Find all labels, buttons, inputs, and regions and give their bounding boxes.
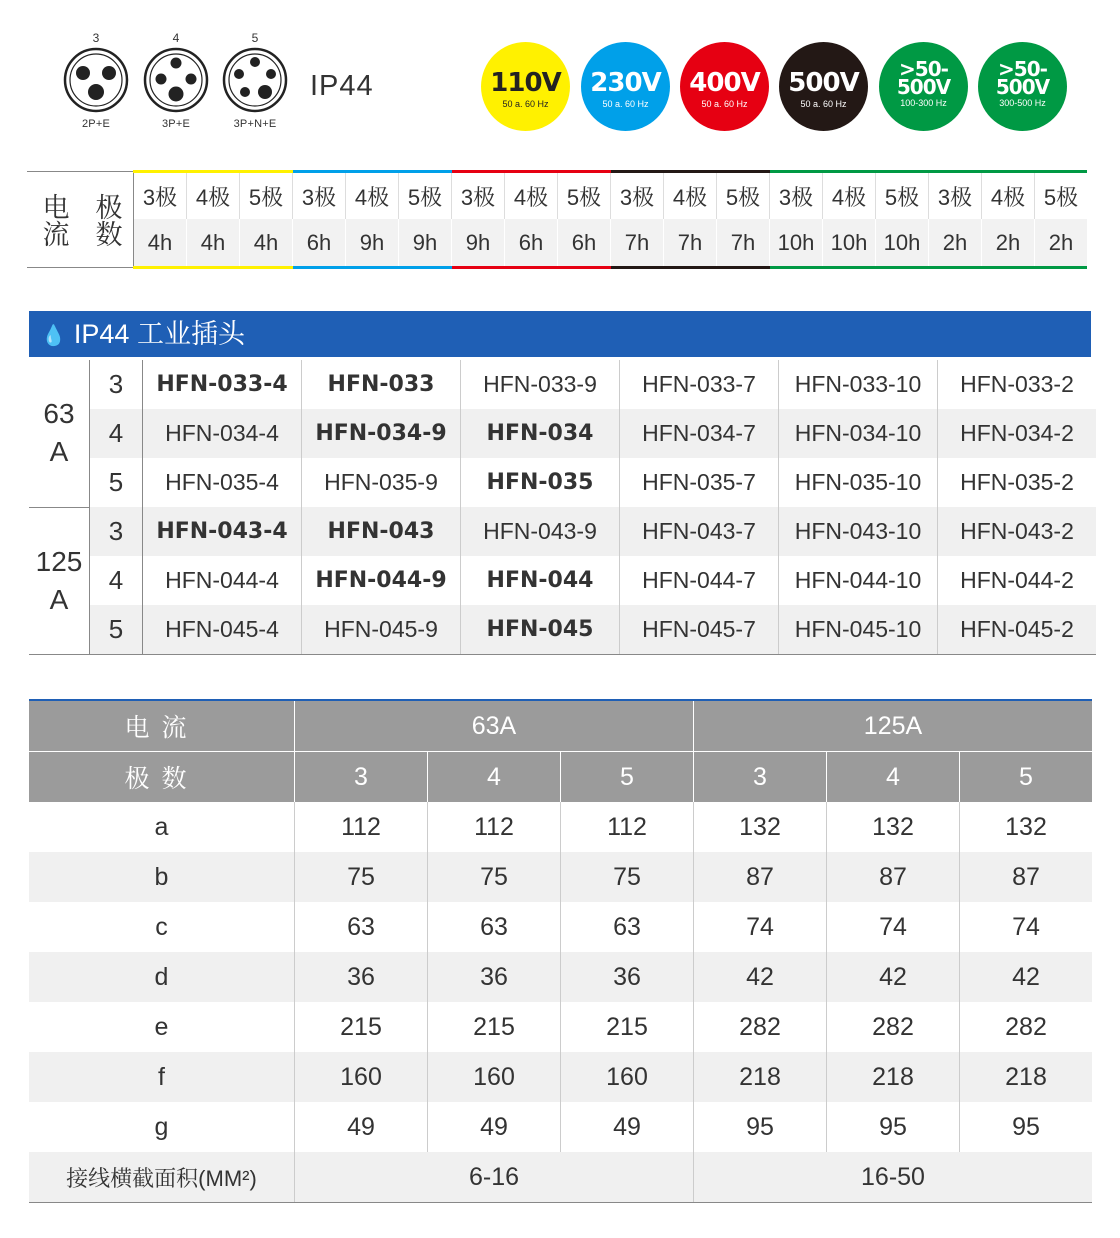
model-cell: HFN-044-7 xyxy=(620,556,779,605)
table-row xyxy=(29,1152,1092,1203)
model-cell: HFN-045-10 xyxy=(779,605,938,655)
pole-header: 5 xyxy=(960,752,1093,803)
table-row xyxy=(29,360,1096,409)
dimension-label: c xyxy=(155,912,168,941)
hours-cell: 7h xyxy=(664,219,717,268)
pin-count: 4 xyxy=(172,31,180,45)
dimension-value: 36 xyxy=(295,952,428,1002)
current-header: 电流 xyxy=(27,172,80,268)
hours-cell: 10h xyxy=(876,219,929,268)
dimension-value: 36 xyxy=(428,952,561,1002)
wire-cross-section-value: 16-50 xyxy=(694,1152,1093,1203)
socket-4-pin-icon xyxy=(142,46,210,114)
dimension-value: 87 xyxy=(960,852,1093,902)
model-cell: HFN-035 xyxy=(461,458,620,507)
pole-count: 4 xyxy=(90,409,143,458)
dimension-value: 63 xyxy=(295,902,428,952)
model-cell: HFN-035-2 xyxy=(938,458,1097,507)
socket-5-pin-icon xyxy=(221,46,289,114)
pole-count: 5 xyxy=(90,458,143,507)
dimension-value: 218 xyxy=(694,1052,827,1102)
pin-diagram-5 xyxy=(220,30,290,130)
dimension-value: 95 xyxy=(694,1102,827,1152)
poles-hours-table xyxy=(27,170,1087,269)
pin-diagram-4 xyxy=(141,30,211,130)
model-cell: HFN-043-4 xyxy=(143,507,302,556)
frequency-value: 50 a. 60 Hz xyxy=(701,99,748,109)
voltage-badge-230v xyxy=(581,42,670,131)
dimension-value: 132 xyxy=(827,802,960,852)
dimension-value: 282 xyxy=(960,1002,1093,1052)
model-cell: HFN-033-2 xyxy=(938,360,1097,409)
hours-cell: 7h xyxy=(611,219,664,268)
dimension-value: 215 xyxy=(295,1002,428,1052)
dimension-value: 75 xyxy=(561,852,694,902)
pole-cell: 3极 xyxy=(134,172,187,220)
pin-diagram-3 xyxy=(61,30,131,130)
pole-header: 4 xyxy=(827,752,960,803)
pole-cell: 5极 xyxy=(399,172,452,220)
current-rating: 125 A xyxy=(29,507,90,655)
ip-rating-label: IP44 xyxy=(310,70,374,102)
frequency-value: 50 a. 60 Hz xyxy=(800,99,847,109)
model-cell: HFN-045-2 xyxy=(938,605,1097,655)
table-row xyxy=(29,902,1092,952)
pole-cell: 3极 xyxy=(770,172,823,220)
table-row xyxy=(29,1052,1092,1102)
model-cell: HFN-033 xyxy=(302,360,461,409)
pin-caption: 3P+N+E xyxy=(233,118,277,130)
dimension-value: 132 xyxy=(694,802,827,852)
model-cell: HFN-035-4 xyxy=(143,458,302,507)
dimension-value: 42 xyxy=(960,952,1093,1002)
pole-cell: 5极 xyxy=(240,172,293,220)
dimension-value: 87 xyxy=(694,852,827,902)
current-header: 电流 xyxy=(29,700,295,752)
plug-model-table xyxy=(29,360,1096,655)
dimension-value: 160 xyxy=(561,1052,694,1102)
table-row xyxy=(29,952,1092,1002)
dimension-value: 160 xyxy=(428,1052,561,1102)
current-rating: 63 A xyxy=(29,360,90,507)
frequency-value: 50 a. 60 Hz xyxy=(502,99,549,109)
dimension-value: 282 xyxy=(694,1002,827,1052)
pole-count: 3 xyxy=(90,507,143,556)
model-cell: HFN-033-10 xyxy=(779,360,938,409)
dimension-value: 95 xyxy=(827,1102,960,1152)
voltage-badge-50-500v-high-freq xyxy=(978,42,1067,131)
dimension-value: 49 xyxy=(428,1102,561,1152)
hours-cell: 9h xyxy=(346,219,399,268)
model-cell: HFN-044 xyxy=(461,556,620,605)
dimension-value: 63 xyxy=(561,902,694,952)
dimension-value: 112 xyxy=(295,802,428,852)
pole-cell: 3极 xyxy=(452,172,505,220)
model-cell: HFN-034-10 xyxy=(779,409,938,458)
pole-cell: 4极 xyxy=(823,172,876,220)
dimension-value: 49 xyxy=(561,1102,694,1152)
pole-cell: 5极 xyxy=(876,172,929,220)
pin-count: 3 xyxy=(92,31,100,45)
model-cell: HFN-045-9 xyxy=(302,605,461,655)
current-63a-header: 63A xyxy=(295,700,694,752)
model-cell: HFN-045-4 xyxy=(143,605,302,655)
pole-cell: 5极 xyxy=(1035,172,1088,220)
dimension-label: b xyxy=(29,852,295,902)
dimension-value: 75 xyxy=(428,852,561,902)
voltage-badge-500v xyxy=(779,42,868,131)
dimension-value: 160 xyxy=(295,1052,428,1102)
current-125a-header: 125A xyxy=(694,700,1093,752)
pole-cell: 5极 xyxy=(717,172,770,220)
dimension-value: 218 xyxy=(827,1052,960,1102)
pole-header: 4 xyxy=(428,752,561,803)
pole-header: 3 xyxy=(295,752,428,803)
pole-cell: 3极 xyxy=(293,172,346,220)
model-cell: HFN-033-4 xyxy=(143,360,302,409)
voltage-value-line1: >50- xyxy=(998,57,1047,81)
voltage-value-line2: 500V xyxy=(995,75,1050,99)
pole-header: 5 xyxy=(561,752,694,803)
pole-count: 4 xyxy=(90,556,143,605)
model-cell: HFN-044-4 xyxy=(143,556,302,605)
pole-cell: 5极 xyxy=(558,172,611,220)
dimension-value: 132 xyxy=(960,802,1093,852)
model-cell: HFN-043-10 xyxy=(779,507,938,556)
hours-cell: 6h xyxy=(558,219,611,268)
voltage-value: 230V xyxy=(590,68,661,98)
pole-cell: 4极 xyxy=(664,172,717,220)
voltage-value-line1: >50- xyxy=(899,57,948,81)
pole-cell: 4极 xyxy=(505,172,558,220)
voltage-badge-110v xyxy=(481,42,570,131)
model-cell: HFN-044-2 xyxy=(938,556,1097,605)
voltage-value-line2: 500V xyxy=(896,75,951,99)
dimension-value: 42 xyxy=(827,952,960,1002)
model-cell: HFN-045 xyxy=(461,605,620,655)
pin-caption: 3P+E xyxy=(161,118,190,130)
dimension-label: g xyxy=(154,1112,169,1141)
hours-cell: 2h xyxy=(929,219,982,268)
dimension-value: 218 xyxy=(960,1052,1093,1102)
dimension-value: 42 xyxy=(694,952,827,1002)
dimension-label: e xyxy=(154,1012,169,1041)
hours-cell: 10h xyxy=(823,219,876,268)
model-cell: HFN-034 xyxy=(461,409,620,458)
dimension-value: 112 xyxy=(428,802,561,852)
hours-cell: 2h xyxy=(982,219,1035,268)
dimension-label: a xyxy=(154,812,169,841)
table-row xyxy=(29,1002,1092,1052)
dimension-value: 63 xyxy=(428,902,561,952)
dimension-value: 95 xyxy=(960,1102,1093,1152)
model-cell: HFN-035-10 xyxy=(779,458,938,507)
voltage-value: 400V xyxy=(689,68,760,98)
voltage-value: 500V xyxy=(788,68,859,98)
pole-count: 3 xyxy=(90,360,143,409)
poles-header: 极数 xyxy=(80,172,134,268)
model-cell: HFN-044-9 xyxy=(302,556,461,605)
hours-cell: 4h xyxy=(240,219,293,268)
model-cell: HFN-034-9 xyxy=(302,409,461,458)
dimension-value: 49 xyxy=(295,1102,428,1152)
table-row xyxy=(29,458,1096,507)
dimension-value: 74 xyxy=(827,902,960,952)
pin-caption: 2P+E xyxy=(81,118,110,130)
hours-cell: 10h xyxy=(770,219,823,268)
dimension-value: 36 xyxy=(561,952,694,1002)
frequency-value: 50 a. 60 Hz xyxy=(602,99,649,109)
voltage-badge-50-500v-low-freq xyxy=(879,42,968,131)
pole-cell: 4极 xyxy=(982,172,1035,220)
plug-table-header xyxy=(29,311,1091,357)
model-cell: HFN-033-9 xyxy=(461,360,620,409)
wire-cross-section-value: 6-16 xyxy=(295,1152,694,1203)
frequency-value: 300-500 Hz xyxy=(999,98,1046,108)
water-drop-icon: 💧 xyxy=(41,325,66,347)
pin-count: 5 xyxy=(251,31,259,45)
model-cell: HFN-035-7 xyxy=(620,458,779,507)
hours-cell: 4h xyxy=(187,219,240,268)
table-row xyxy=(29,556,1096,605)
dimension-value: 74 xyxy=(694,902,827,952)
poles-header: 极数 xyxy=(29,752,295,803)
table-header-row xyxy=(29,700,1092,752)
pole-cell: 3极 xyxy=(611,172,664,220)
dimension-label: d xyxy=(29,952,295,1002)
hours-cell: 4h xyxy=(134,219,187,268)
wire-cross-section-label: 接线横截面积(MM²) xyxy=(29,1152,295,1203)
hours-cell: 9h xyxy=(452,219,505,268)
model-cell: HFN-044-10 xyxy=(779,556,938,605)
dimension-value: 215 xyxy=(561,1002,694,1052)
hours-cell: 6h xyxy=(505,219,558,268)
table-row xyxy=(29,1102,1092,1152)
model-cell: HFN-043-7 xyxy=(620,507,779,556)
model-cell: HFN-035-9 xyxy=(302,458,461,507)
hours-cell: 9h xyxy=(399,219,452,268)
dimension-value: 215 xyxy=(428,1002,561,1052)
hours-cell: 6h xyxy=(293,219,346,268)
table-row xyxy=(29,852,1092,902)
dimension-value: 87 xyxy=(827,852,960,902)
model-cell: HFN-034-4 xyxy=(143,409,302,458)
dimension-value: 282 xyxy=(827,1002,960,1052)
socket-3-pin-icon xyxy=(62,46,130,114)
table-row xyxy=(29,605,1096,655)
pole-cell: 4极 xyxy=(187,172,240,220)
hours-cell: 2h xyxy=(1035,219,1088,268)
model-cell: HFN-034-7 xyxy=(620,409,779,458)
dimension-value: 75 xyxy=(295,852,428,902)
dimension-value: 74 xyxy=(960,902,1093,952)
pole-count: 5 xyxy=(90,605,143,655)
dimension-value: 112 xyxy=(561,802,694,852)
model-cell: HFN-043-9 xyxy=(461,507,620,556)
pole-cell: 3极 xyxy=(929,172,982,220)
model-cell: HFN-034-2 xyxy=(938,409,1097,458)
dimension-label: f xyxy=(29,1052,295,1102)
voltage-badge-400v xyxy=(680,42,769,131)
pole-header: 3 xyxy=(694,752,827,803)
model-cell: HFN-043 xyxy=(302,507,461,556)
table-header-row xyxy=(29,752,1092,803)
hours-cell: 7h xyxy=(717,219,770,268)
table-row xyxy=(29,507,1096,556)
plug-table-title: IP44 工业插头 xyxy=(73,319,245,349)
pole-cell: 4极 xyxy=(346,172,399,220)
model-cell: HFN-033-7 xyxy=(620,360,779,409)
voltage-value: 110V xyxy=(490,68,561,98)
table-row xyxy=(29,409,1096,458)
dimensions-table xyxy=(29,699,1092,1203)
table-row xyxy=(29,802,1092,852)
model-cell: HFN-045-7 xyxy=(620,605,779,655)
model-cell: HFN-043-2 xyxy=(938,507,1097,556)
frequency-value: 100-300 Hz xyxy=(900,98,947,108)
